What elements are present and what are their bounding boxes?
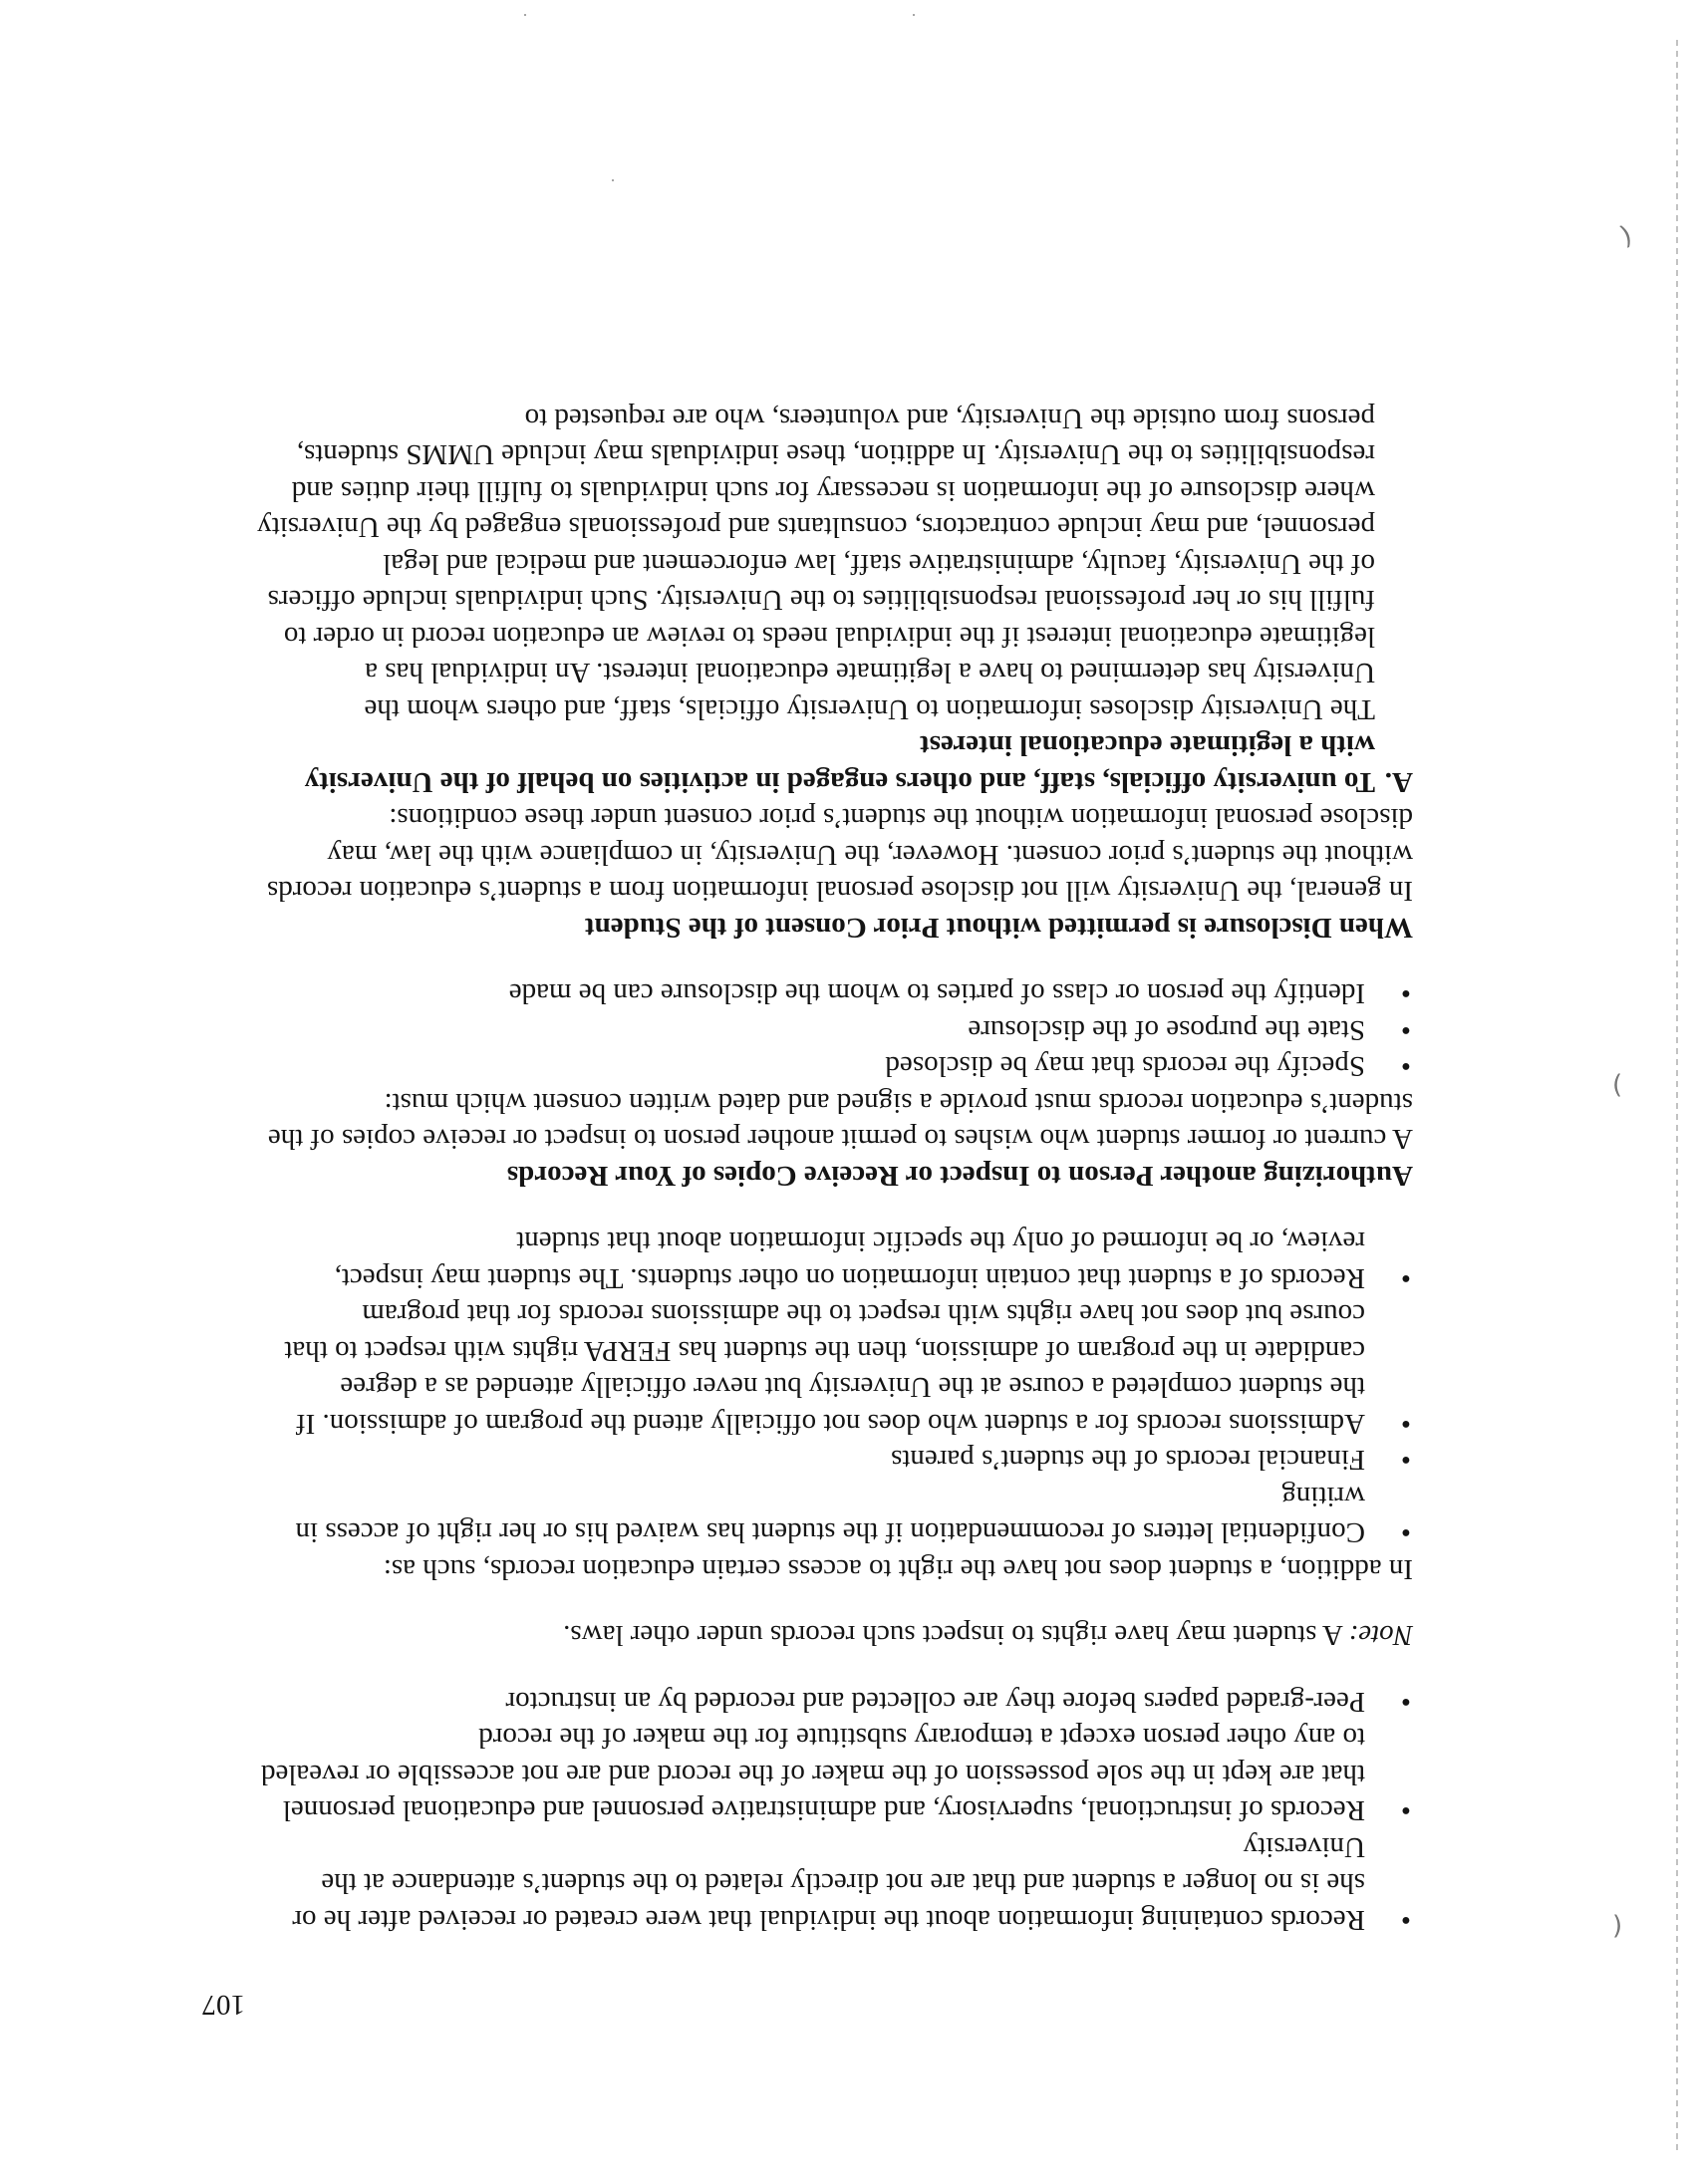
paragraph: In addition, a student does not have the right to access certain education records, such as:	[383, 1553, 1413, 1585]
subsection-title: To university officials, staff, and others engaged in activities on behalf of the University	[304, 766, 1375, 798]
consent-requirements-list	[257, 975, 1413, 1085]
scan-speck	[524, 14, 526, 16]
section-heading: When Disclosure is permitted without Prior Consent of the Student	[584, 912, 1413, 944]
list-item: • Financial records of the student’s parents	[257, 1442, 1413, 1479]
scan-speck	[913, 14, 915, 16]
list-item: • State the purpose of the disclosure	[257, 1012, 1413, 1049]
no-access-records-list	[257, 1224, 1413, 1551]
paragraph: In general, the University will not disclose personal information from a student’s education records without the student’s prior consent. However, the University, in compliance with the law, may disclose personal information without the student’s prior consent under these conditions:	[266, 802, 1413, 908]
scan-edge-line	[1676, 40, 1678, 2152]
document-body	[257, 401, 1413, 1939]
note-label: Note:	[1348, 1619, 1413, 1652]
list-item: • Peer-graded papers before they are collected and recorded by an instructor	[257, 1684, 1413, 1721]
list-item: • Confidential letters of recommendation if the student has waived his or her right of access in writing	[257, 1479, 1413, 1551]
note-text: A student may have rights to inspect such records under other laws.	[563, 1619, 1349, 1652]
list-item: • Identify the person or class of parties to whom the disclosure can be made	[257, 975, 1413, 1012]
paragraph: A current or former student who wishes to permit another person to inspect or receive copies of the student’s education records must provide a signed and dated written consent which must:	[267, 1087, 1413, 1156]
scan-mark: )	[1612, 1911, 1623, 1941]
list-item: • Records of instructional, supervisory, and administrative personnel and educational personnel that are kept in the sole possession of the maker of the record and are not accessible or revealed to any other person except a temporary substitute for the maker of the record	[257, 1720, 1413, 1829]
list-item: • Records containing information about the individual that were created or received after he or she is no longer a student and that are not directly related to the student’s attendance at the University	[257, 1829, 1413, 1939]
subsection-heading	[257, 764, 1413, 801]
note-paragraph	[257, 1617, 1413, 1654]
excluded-records-list	[257, 1684, 1413, 1939]
scan-mark: (	[1612, 1070, 1623, 1100]
section-heading: Authorizing another Person to Inspect or Receive Copies of Your Records	[506, 1160, 1413, 1192]
scan-speck	[612, 179, 614, 181]
list-item: • Records of a student that contain information on other students. The student may inspect, review, or be informed of only the specific information about that student	[257, 1224, 1413, 1296]
page-number: 107	[201, 1989, 245, 2021]
scan-mark: )	[1616, 220, 1636, 252]
subsection-heading-continued: with a legitimate educational interest	[920, 729, 1375, 762]
list-item: • Specify the records that may be disclosed	[257, 1048, 1413, 1085]
list-item: • Admissions records for a student who does not officially attend the program of admission. If the student completed a course at the University but never officially attended as a degree candidate in the program of admission, then the student has FERPA rights with respect to that course but does not have rights with respect to the admissions records for that program	[257, 1296, 1413, 1442]
indented-paragraph: The University discloses information to University officials, staff, and others whom the University has determined to have a legitimate educational interest. An individual has a legitimate educational interest if the individual needs to review an education record in order to fulfill his or her professional responsibilities to the University. Such individuals include officers of the University, faculty, administrative staff, law enforcement and medical and legal personnel, and may include contractors, consultants and professionals engaged by the University where disclosure of the information is necessary for such individuals to fulfill their duties and responsibilities to the University. In addition, these individuals may include UMMS students, persons from outside the University, and volunteers, who are requested to	[257, 403, 1375, 725]
subsection-label: A.	[1384, 766, 1413, 798]
